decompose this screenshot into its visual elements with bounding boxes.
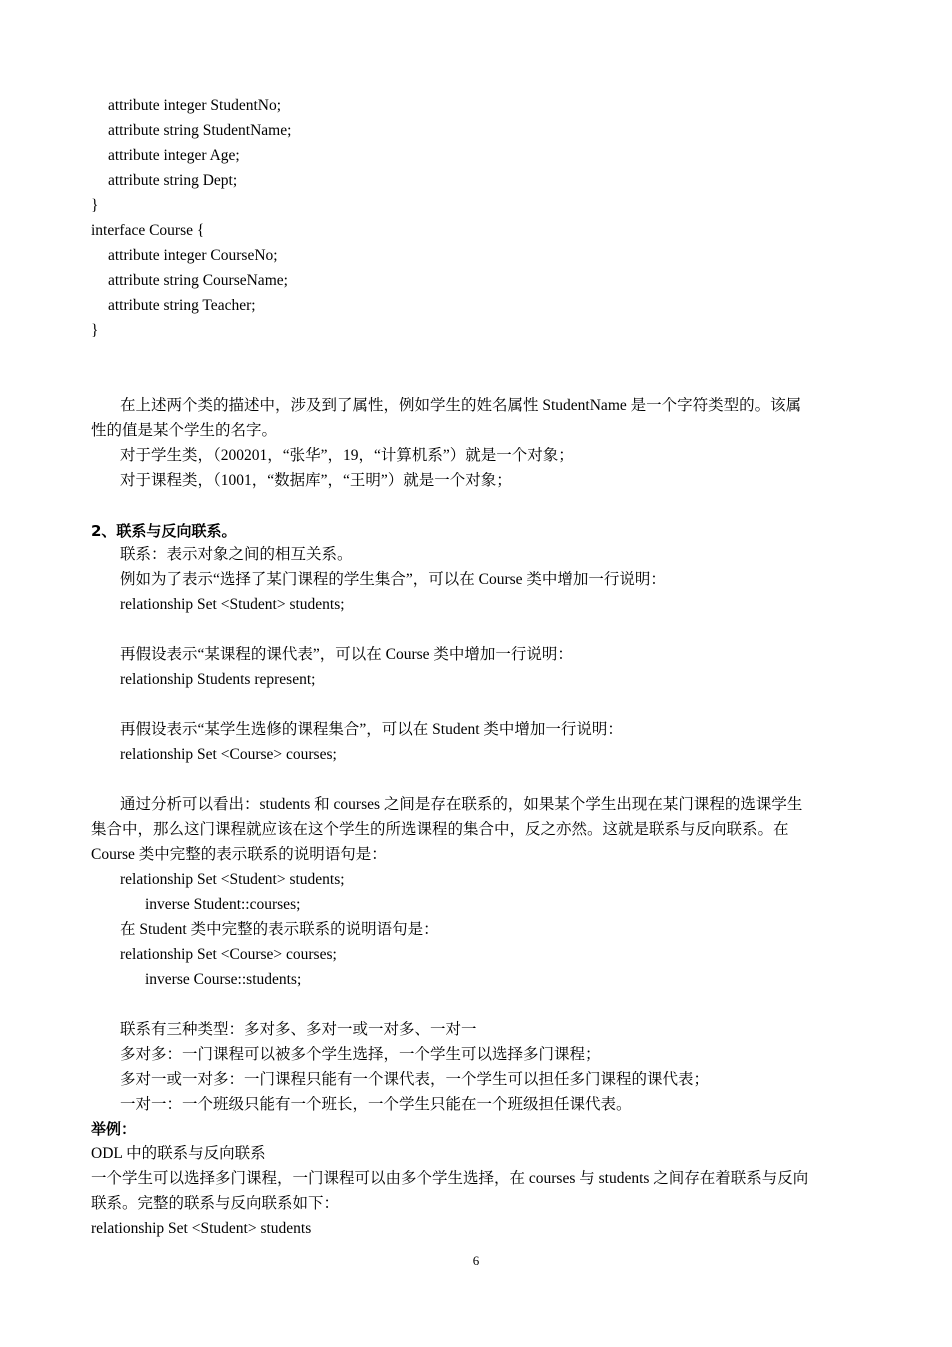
code-line: }: [91, 322, 99, 339]
code-line: attribute integer StudentNo;: [108, 97, 282, 114]
paragraph-line: 对于课程类，（1001，“数据库”，“王明”）就是一个对象；: [120, 472, 512, 489]
paragraph-line: ODL 中的联系与反向联系: [91, 1145, 266, 1162]
page-number: 6: [472, 1253, 480, 1268]
paragraph-line: 性的值是某个学生的名字。: [91, 422, 278, 439]
code-line: attribute integer Age;: [108, 147, 240, 164]
code-line: attribute string Dept;: [108, 172, 238, 189]
paragraph-line: 在 Student 类中完整的表示联系的说明语句是：: [120, 921, 439, 938]
paragraph-line: 联系：表示对象之间的相互关系。: [120, 546, 353, 563]
code-line: relationship Set <Student> students: [91, 1220, 312, 1237]
paragraph-line: 一对一：一个班级只能有一个班长，一个学生只能在一个班级担任课代表。: [120, 1096, 632, 1113]
code-line: relationship Set <Course> courses;: [120, 946, 337, 963]
code-line: inverse Course::students;: [145, 971, 302, 988]
paragraph-line: 多对多：一门课程可以被多个学生选择，一个学生可以选择多门课程；: [120, 1046, 601, 1063]
paragraph-line: 一个学生可以选择多门课程，一门课程可以由多个学生选择，在 courses 与 students 之间存在着联系与反向: [91, 1170, 809, 1187]
code-line: attribute string CourseName;: [108, 272, 288, 289]
paragraph-line: 多对一或一对多：一门课程只能有一个课代表，一个学生可以担任多门课程的课代表；: [120, 1071, 710, 1088]
paragraph-line: 联系。完整的联系与反向联系如下：: [91, 1195, 340, 1212]
code-line: relationship Set <Student> students;: [120, 596, 345, 613]
paragraph-line: 联系有三种类型：多对多、多对一或一对多、一对一: [120, 1021, 477, 1038]
paragraph-line: 在上述两个类的描述中，涉及到了属性，例如学生的姓名属性 StudentName 是一个字符类型的。该属: [120, 397, 802, 414]
paragraph-line: Course 类中完整的表示联系的说明语句是：: [91, 846, 387, 863]
code-line: attribute string Teacher;: [108, 297, 256, 314]
code-line: relationship Set <Course> courses;: [120, 746, 337, 763]
paragraph-line: 对于学生类，（200201，“张华”，19，“计算机系”）就是一个对象；: [120, 447, 574, 464]
paragraph-line: 集合中，那么这门课程就应该在这个学生的所选课程的集合中，反之亦然。这就是联系与反向联系。在: [91, 821, 789, 838]
section-heading: 2、联系与反向联系。: [91, 522, 237, 540]
code-line: inverse Student::courses;: [145, 896, 301, 913]
paragraph-line: 再假设表示“某课程的课代表”，可以在 Course 类中增加一行说明：: [120, 646, 573, 663]
code-line: relationship Students represent;: [120, 671, 316, 688]
code-line: interface Course {: [91, 222, 205, 239]
paragraph-line: 再假设表示“某学生选修的课程集合”，可以在 Student 类中增加一行说明：: [120, 721, 623, 738]
code-line: attribute string StudentName;: [108, 122, 292, 139]
code-line: relationship Set <Student> students;: [120, 871, 345, 888]
code-line: attribute integer CourseNo;: [108, 247, 278, 264]
code-line: }: [91, 197, 99, 214]
example-heading: 举例：: [91, 1120, 137, 1138]
paragraph-line: 例如为了表示“选择了某门课程的学生集合”，可以在 Course 类中增加一行说明：: [120, 571, 666, 588]
paragraph-line: 通过分析可以看出：students 和 courses 之间是存在联系的，如果某个学生出现在某门课程的选课学生: [120, 796, 803, 813]
